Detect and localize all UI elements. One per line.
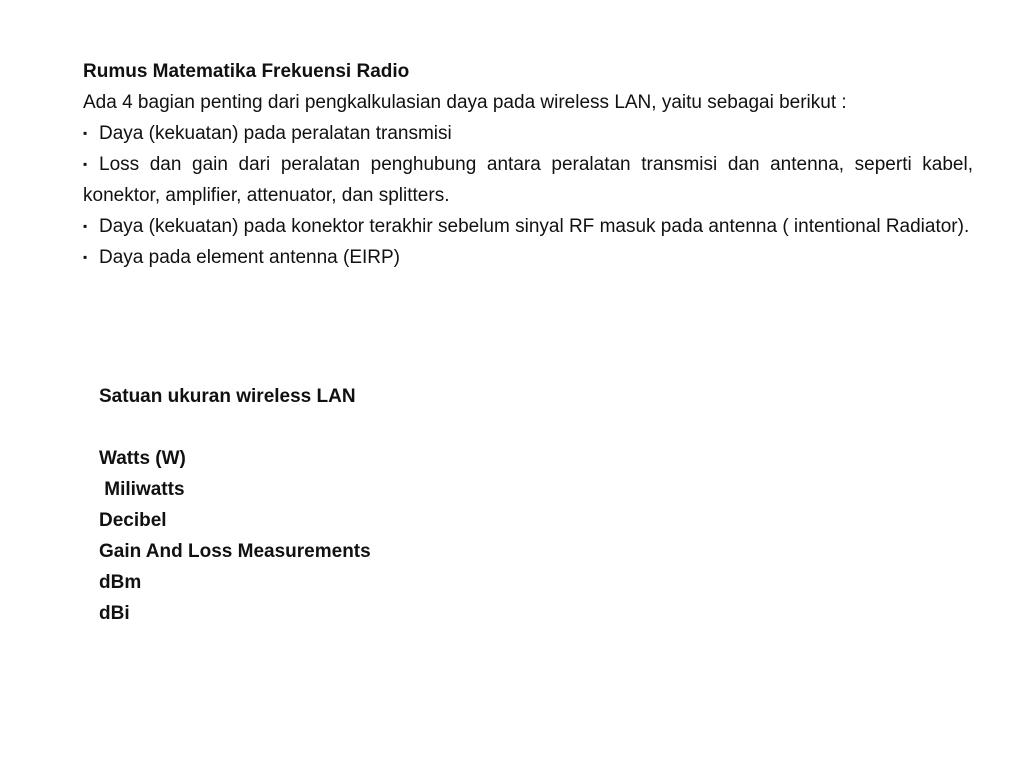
rf-formula-section [83, 56, 973, 273]
wlan-units-section [99, 381, 699, 629]
wlan-units-title: Satuan ukuran wireless LAN [99, 386, 356, 407]
unit-item: Decibel [99, 510, 167, 531]
bullet-item [83, 149, 973, 211]
rf-formula-title: Rumus Matematika Frekuensi Radio [83, 61, 410, 82]
bullet-text: Daya (kekuatan) pada peralatan transmisi [99, 123, 452, 144]
bullet-text: Daya (kekuatan) pada konektor terakhir sebelum sinyal RF masuk pada antenna ( intentional Radiator). [99, 216, 970, 237]
bullet-item [83, 211, 973, 242]
bullet-square-icon: ▪ [83, 219, 88, 233]
rf-formula-intro: Ada 4 bagian penting dari pengkalkulasian daya pada wireless LAN, yaitu sebagai berikut : [83, 92, 847, 113]
unit-item: Watts (W) [99, 448, 186, 469]
bullet-text: Daya pada element antenna (EIRP) [99, 247, 401, 268]
unit-item: Gain And Loss Measurements [99, 541, 371, 562]
unit-item: Miliwatts [99, 479, 185, 500]
bullet-item [83, 242, 973, 273]
unit-item: dBi [99, 603, 130, 624]
unit-item: dBm [99, 572, 142, 593]
bullet-square-icon: ▪ [83, 250, 88, 264]
bullet-square-icon: ▪ [83, 126, 88, 140]
bullet-text: Loss dan gain dari peralatan penghubung antara peralatan transmisi dan antenna, seperti kabel, konektor, amplifier, attenuator, dan splitters. [83, 154, 973, 206]
bullet-square-icon: ▪ [83, 157, 88, 171]
bullet-item [83, 118, 973, 149]
